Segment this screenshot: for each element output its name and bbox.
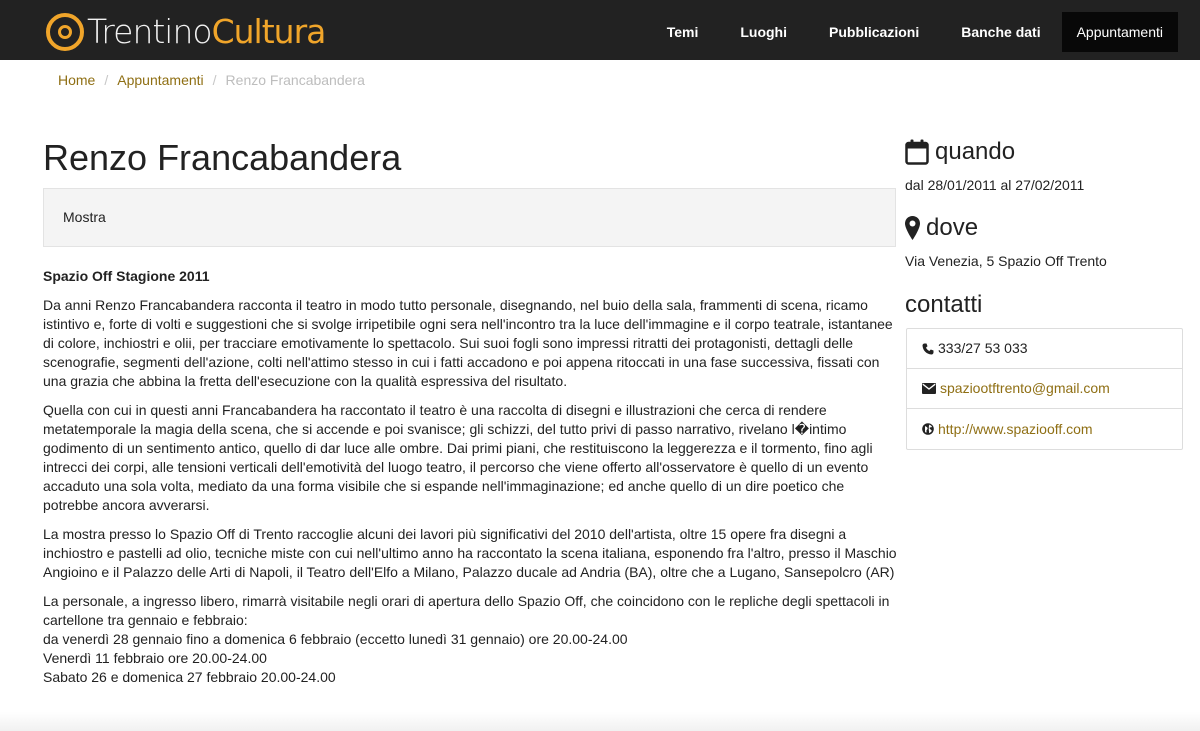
- map-marker-icon: [905, 216, 920, 240]
- schedule-intro: La personale, a ingresso libero, rimarrà visitabile negli orari di apertura dello Spazio Off, che coincidono con le repliche degli spettacoli in cartellone tra gennaio e febbraio:: [43, 593, 890, 628]
- when-title: quando: [935, 138, 1016, 165]
- breadcrumb-section-link[interactable]: Appuntamenti: [117, 72, 204, 88]
- main-nav: [646, 12, 1178, 52]
- where-heading: [905, 213, 978, 243]
- contact-website: [907, 409, 1182, 449]
- brand-circle-icon: [46, 13, 84, 51]
- schedule-line: Venerdì 11 febbraio ore 20.00-24.00: [43, 650, 267, 666]
- category-label: Mostra: [63, 209, 106, 225]
- brand-logo-link[interactable]: [46, 12, 325, 52]
- event-subtitle: Spazio Off Stagione 2011: [43, 268, 210, 284]
- top-navbar: [0, 0, 1200, 60]
- description-paragraph: Da anni Renzo Francabandera racconta il teatro in modo tutto personale, disegnando, nel buio della sala, frammenti di scena, ricamo istintivo e, forte di volti e suggestioni che si svolge irripetibile ogni sera nell'incontro tra la luce dell'immagine e il corpo teatrale, istantanee di colore, inchiostri e olii, per tracciare emotivamente lo spettacolo. Sui suoi fogli sono impressi ritratti dei protagonisti, dettagli delle scenografie, segmenti dell'azione, colti nell'attimo stesso in cui i fatti accadono e poi appena ritoccati in una fase successiva, fissati con una grazia che abbina la fretta dell'esecuzione con la qualità espressiva del risultato.: [43, 297, 893, 389]
- schedule-line: da venerdì 28 gennaio fino a domenica 6 febbraio (eccetto lunedì 31 gennaio) ore 20.00-24.00: [43, 631, 628, 647]
- contact-email: [907, 369, 1182, 409]
- breadcrumb-separator: /: [212, 72, 217, 88]
- schedule-line: Sabato 26 e domenica 27 febbraio 20.00-24.00: [43, 669, 336, 685]
- brand-name-part2: Cultura: [211, 12, 326, 51]
- contacts-heading: contatti: [905, 291, 983, 318]
- globe-icon: [922, 423, 934, 435]
- when-heading: [905, 137, 1015, 167]
- where-title: dove: [926, 214, 979, 241]
- when-value: dal 28/01/2011 al 27/02/2011: [905, 177, 1085, 193]
- breadcrumb-home-link[interactable]: Home: [58, 72, 96, 88]
- category-well: [43, 188, 896, 247]
- website-link[interactable]: http://www.spaziooff.com: [938, 420, 1093, 437]
- breadcrumb: [58, 71, 365, 89]
- nav-item-appuntamenti[interactable]: Appuntamenti: [1062, 12, 1178, 52]
- contact-phone: [907, 329, 1182, 369]
- email-link[interactable]: spaziootftrento@gmail.com: [940, 380, 1110, 396]
- where-value: Via Venezia, 5 Spazio Off Trento: [905, 253, 1107, 269]
- breadcrumb-current: Renzo Francabandera: [225, 72, 365, 88]
- nav-item-pubblicazioni[interactable]: Pubblicazioni: [829, 24, 920, 40]
- nav-item-temi[interactable]: Temi: [666, 24, 699, 40]
- description-paragraph: La mostra presso lo Spazio Off di Trento raccoglie alcuni dei lavori più significativi del 2010 dell'artista, oltre 15 opere fra disegni a inchiostro e pastelli ad olio, tecniche miste con cui nell'ultimo anno ha raccontato la scena italiana, esponendo fra l'altro, presso il Maschio Angioino e il Palazzo delle Arti di Napoli, il Teatro dell'Elfo a Milano, Palazzo ducale ad Andria (BA), oltre che a Lugano, Sansepolcro (AR): [43, 526, 897, 580]
- schedule-paragraph: [43, 592, 899, 687]
- envelope-icon: [922, 383, 936, 394]
- event-description: [43, 267, 899, 697]
- description-paragraph: Quella con cui in questi anni Francabandera ha raccontato il teatro è una raccolta di disegni e illustrazioni che cerca di rendere metatemporale la magia della scena, che si accende e poi svanisce; gli schizzi, del tutto privi di passo narrativo, rivelano l�intimo godimento di un sentimento antico, quello di dar luce alle ombre. Dai primi piani, che restituiscono la leggerezza e il tormento, fino agli intrecci dei corpi, alle tensioni verticali dell'emotività del luogo teatro, il percorso che viene offerto all'osservatore è quello di un evento accaduto una sola volta, mediato da una forma visibile che si espande nell'immaginazione; ed anche quello di un dire poetico che potrebbe ancora avverarsi.: [43, 402, 873, 513]
- phone-number: 333/27 53 033: [938, 340, 1028, 356]
- brand-name: [87, 12, 325, 52]
- calendar-icon: [905, 139, 929, 165]
- breadcrumb-separator: /: [104, 72, 109, 88]
- page-title: Renzo Francabandera: [43, 137, 402, 178]
- nav-item-luoghi[interactable]: Luoghi: [740, 24, 787, 40]
- page-bottom-shadow: [0, 712, 1200, 731]
- brand-name-part1: Trentino: [87, 12, 212, 51]
- nav-item-banche-dati[interactable]: Banche dati: [961, 24, 1041, 40]
- phone-icon: [922, 343, 934, 355]
- contacts-list: [906, 328, 1183, 450]
